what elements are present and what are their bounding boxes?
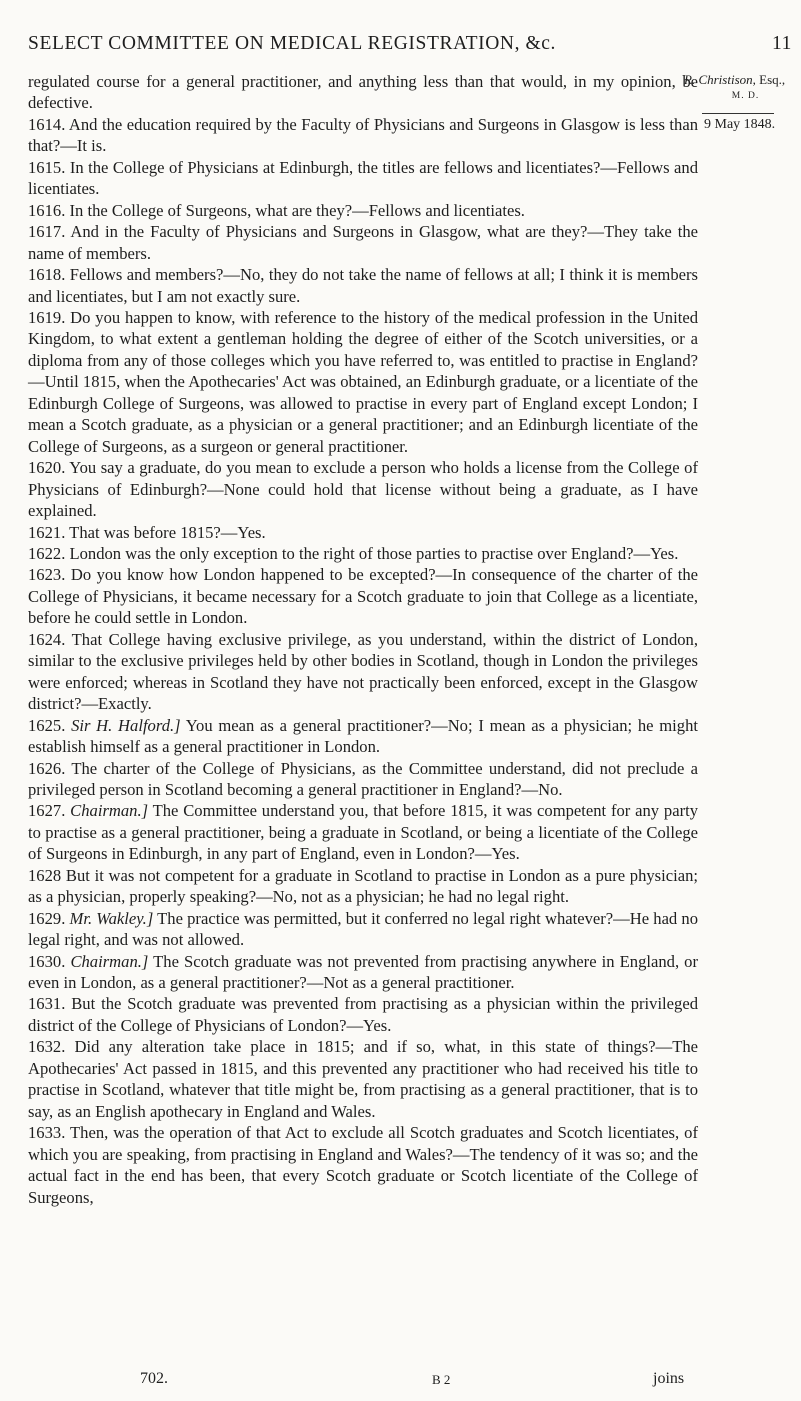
- marginal-note: [684, 72, 799, 133]
- paragraph: 1620. You say a graduate, do you mean to exclude a person who holds a license from the College of Physicians of Edinburgh?—None could hold that license without being a graduate, as I have explained.: [28, 458, 698, 521]
- paragraph: 1616. In the College of Surgeons, what are they?—Fellows and licentiates.: [28, 200, 525, 220]
- paragraph: 1619. Do you happen to know, with reference to the history of the medical profession in the United Kingdom, to what extent a gentleman holding the degree of either of the Scotch universities, or a diploma from any of those colleges which you have referred to, was entitled to practise in England?—Until 1815, when the Apothecaries' Act was obtained, an Edinburgh graduate, or a licentiate of the Edinburgh College of Surgeons, was allowed to practise in every part of England except London; I mean a Scotch graduate, as a physician or a general practitioner; and an Edinburgh licentiate of the College of Surgeons, as a surgeon or general practitioner.: [28, 307, 698, 456]
- evidence-date: 9 May 1848.: [704, 117, 776, 132]
- paragraph: 1621. That was before 1815?—Yes.: [28, 522, 266, 542]
- paragraph: 1629. Mr. Wakley.] The practice was permitted, but it conferred no legal right whatever?—He had no legal right, and was not allowed.: [28, 908, 698, 950]
- footer-catchword: joins: [653, 1370, 685, 1387]
- speaker-name: Mr. Wakley.]: [69, 908, 154, 928]
- document-body: [28, 71, 698, 1208]
- paragraph: 1622. London was the only exception to the right of those parties to practise over England?—Yes.: [28, 543, 679, 563]
- speaker-name: Sir H. Halford.]: [71, 715, 181, 735]
- witness-name: R. Christison,: [684, 72, 756, 87]
- witness-degree: M. D.: [731, 91, 760, 101]
- speaker-name: Chairman.]: [70, 951, 149, 971]
- paragraph: 1628 But it was not competent for a graduate in Scotland to practise in London as a pure physician; as a physician, properly speaking?—No, not as a physician; he had no legal right.: [28, 865, 698, 907]
- paragraph: 1632. Did any alteration take place in 1815; and if so, what, in this state of things?—The Apothecaries' Act passed in 1815, and this prevented any practitioner who had received his title to practise in Scotland, whatever that title might be, from practising as a general practitioner, that is to say, as an English apothecary in England and Wales.: [28, 1037, 698, 1121]
- paragraph: 1627. Chairman.] The Committee understand you, that before 1815, it was competent for any party to practise as a general practitioner, being a graduate in Scotland, or being a licentiate of the College of Surgeons in Edinburgh, in any part of England, even in London?—Yes.: [28, 801, 699, 864]
- running-title: SELECT COMMITTEE ON MEDICAL REGISTRATION, &c.: [28, 33, 557, 54]
- paragraph: regulated course for a general practitioner, and anything less than that would, in my opinion, be defective.: [28, 72, 698, 113]
- paragraph: 1630. Chairman.] The Scotch graduate was not prevented from practising anywhere in England, or even in London, as a general practitioner?—Not as a general practitioner.: [28, 951, 699, 993]
- speaker-name: Chairman.]: [70, 801, 149, 821]
- paragraph: 1624. That College having exclusive privilege, as you understand, within the district of London, similar to the exclusive privileges held by other bodies in Scotland, though in London the privileges were enforced; whereas in Scotland they have not practically been enforced, except in the Glasgow district?—Exactly.: [28, 629, 698, 714]
- footer-sheet-number: 702.: [140, 1370, 168, 1387]
- paragraph: 1626. The charter of the College of Physicians, as the Committee understand, did not preclude a privileged person in Scotland becoming a general practitioner in England?—No.: [28, 758, 698, 799]
- paragraph: 1623. Do you know how London happened to be excepted?—In consequence of the charter of the College of Physicians, it became necessary for a Scotch graduate to join that College as a licentiate, before he could settle in London.: [28, 565, 698, 628]
- witness-suffix: Esq.,: [759, 72, 786, 87]
- paragraph: 1618. Fellows and members?—No, they do not take the name of fellows at all; I think it is members and licentiates, but I am not exactly sure.: [28, 265, 698, 306]
- paragraph: 1615. In the College of Physicians at Edinburgh, the titles are fellows and licentiates?—Fellows and licentiates.: [28, 157, 698, 199]
- marginal-rule: [702, 113, 774, 114]
- page-number: 11: [772, 33, 792, 54]
- footer-signature-mark: B 2: [432, 1372, 451, 1387]
- page-header: [28, 33, 792, 55]
- paragraph: 1631. But the Scotch graduate was prevented from practising as a physician within the privileged district of the College of Physicians of London?—Yes.: [28, 994, 698, 1035]
- paragraph: 1614. And the education required by the Faculty of Physicians and Surgeons in Glasgow is less than that?—It is.: [28, 114, 698, 156]
- paragraph: 1633. Then, was the operation of that Act to exclude all Scotch graduates and Scotch licentiates, of which you are speaking, from practising in England and Wales?—The tendency of it was so; and the actual fact in the end has been, that every Scotch graduate or Scotch licentiate of the College of Surgeons,: [28, 1123, 698, 1207]
- paragraph: 1617. And in the Faculty of Physicians and Surgeons in Glasgow, what are they?—They take the name of members.: [28, 222, 698, 263]
- paragraph: 1625. Sir H. Halford.] You mean as a general practitioner?—No; I mean as a physician; he might establish himself as a general practitioner in London.: [28, 715, 698, 757]
